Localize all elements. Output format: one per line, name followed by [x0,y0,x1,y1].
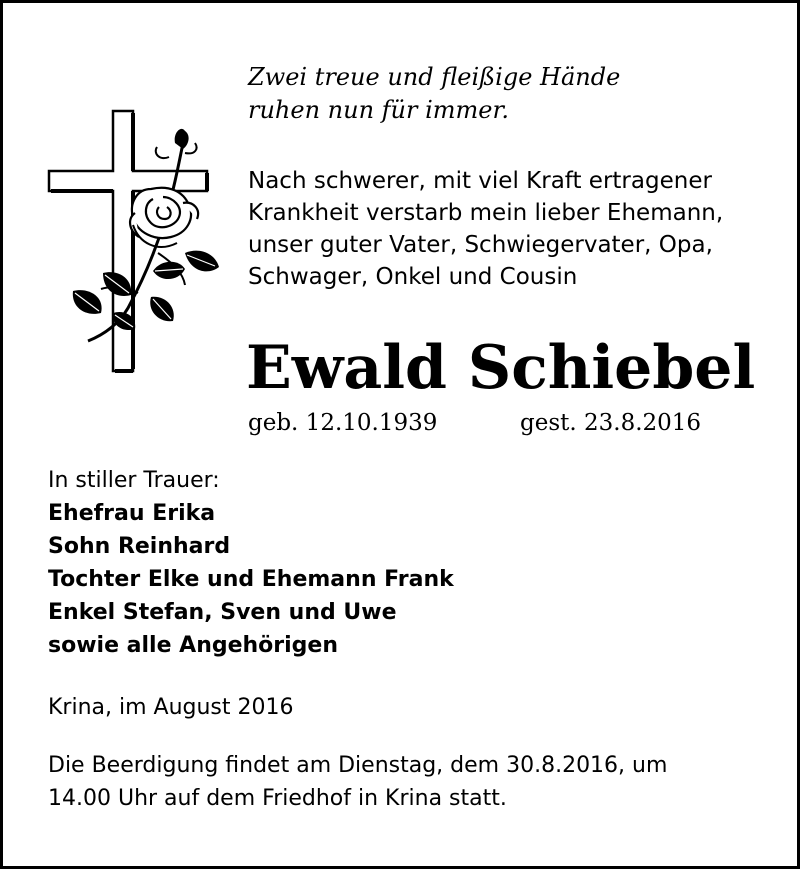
funeral-notice [48,749,667,815]
mourner-item: Sohn Reinhard [48,534,231,559]
mourner-item: sowie alle Angehörigen [48,633,339,658]
place-and-date: Krina, im August 2016 [48,695,294,720]
funeral-line: 14.00 Uhr auf dem Friedhof in Krina statt. [48,786,507,811]
mourner-item: Enkel Stefan, Sven und Uwe [48,600,397,625]
intro-line: Schwager, Onkel und Cousin [248,264,578,290]
mourner-item: Tochter Elke und Ehemann Frank [48,567,454,592]
cross-with-rose-icon [33,103,223,393]
motto-line: ruhen nun für immer. [248,96,509,124]
mourner-item: Ehefrau Erika [48,501,216,526]
motto-line: Zwei treue und fleißige Hände [248,63,621,91]
death-date: gest. 23.8.2016 [520,410,702,436]
intro-line: Nach schwerer, mit viel Kraft ertragener [248,168,712,194]
intro-text [248,165,723,293]
deceased-name: Ewald Schiebel [246,333,756,403]
birth-date: geb. 12.10.1939 [248,410,438,436]
mourners-list [48,497,454,662]
mourning-heading: In stiller Trauer: [48,468,220,493]
intro-line: unser guter Vater, Schwiegervater, Opa, [248,232,713,258]
funeral-line: Die Beerdigung findet am Dienstag, dem 30.8.2016, um [48,753,668,778]
intro-line: Krankheit verstarb mein lieber Ehemann, [248,200,724,226]
motto [248,61,620,127]
